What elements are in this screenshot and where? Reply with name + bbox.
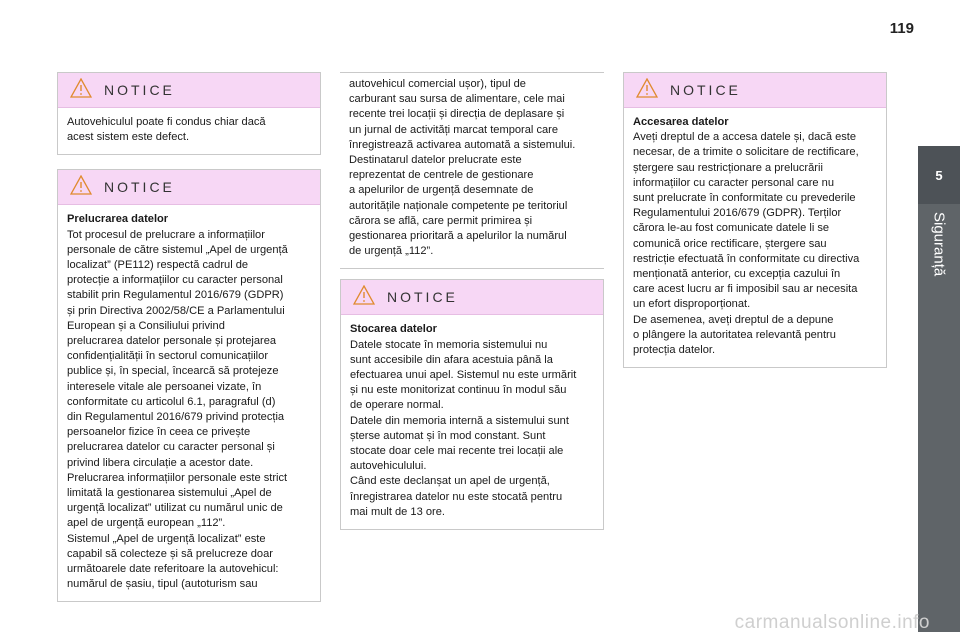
continuation-text: autovehicul comercial ușor), tipul de carburant sau sursa de alimentare, cele mai recente trei locații și direcția de deplasare și un jurnal de activități marcat temporal care înregistrează activarea automată a sistemului. Destinatarul datelor prelucrate este reprezentat de centrele de gestionare a apelurilor de urgență desemnate de autoritățile naționale competente pe teritoriul cărora se află, care permit primirea și gestionarea prioritară a apelurilor la numărul de urgență „112”. bbox=[349, 78, 576, 258]
notice-body bbox=[341, 315, 603, 529]
column-3 bbox=[623, 72, 887, 382]
notice-title: NOTICE bbox=[387, 289, 458, 306]
notice-subtitle: Prelucrarea datelor bbox=[67, 213, 169, 226]
notice-text: Autovehiculul poate fi condus chiar dacă acest sistem este defect. bbox=[67, 116, 266, 144]
notice-body bbox=[58, 205, 320, 601]
notice-text: Aveți dreptul de a accesa datele și, dacă este necesar, de a trimite o solicitare de rectificare, ștergere sau restricționare a prelucrării informațiilor cu caracter personal care nu sunt prelucrate în conformitate cu prevederile Regulamentului 2016/679 (GDPR). Terților cărora le-au fost comunicate datele li se comunică orice rectificare, ștergere sau restricție efectuată în conformitate cu directiva menționată anterior, cu excepția cazului în care acest lucru ar fi imposibil sau ar necesita un efort disproporționat. De asemenea, aveți dreptul de a depune o plângere la autoritatea relevantă pentru protecția datelor. bbox=[633, 131, 860, 357]
notice-box bbox=[57, 72, 321, 155]
warning-triangle-icon bbox=[70, 78, 92, 103]
chapter-side-tab[interactable] bbox=[918, 146, 960, 632]
notice-title: NOTICE bbox=[670, 82, 741, 98]
notice-header bbox=[58, 170, 320, 205]
notice-body bbox=[624, 108, 886, 367]
notice-title: NOTICE bbox=[104, 179, 175, 196]
warning-triangle-icon bbox=[353, 285, 375, 310]
column-1 bbox=[57, 72, 321, 616]
notice-header bbox=[58, 73, 320, 108]
notice-box bbox=[57, 169, 321, 602]
chapter-number: 5 bbox=[918, 146, 960, 204]
notice-title: NOTICE bbox=[104, 82, 175, 98]
notice-text: Datele stocate în memoria sistemului nu sunt accesibile din afara acestuia până la efectuarea unui apel. Sistemul nu este urmărit și nu este monitorizat continuu în modul său de operare normal. Datele din memoria internă a sistemului sunt șterse automat și în mod constant. Sunt stocate doar cele mai recente trei locații ale autovehiculului. Când este declanșat un apel de urgență, înregistrarea datelor nu este stocată pentru mai mult de 13 ore. bbox=[350, 338, 577, 518]
warning-triangle-icon bbox=[636, 78, 658, 103]
notice-subtitle: Accesarea datelor bbox=[633, 116, 729, 128]
chapter-title: Siguranță bbox=[930, 212, 948, 277]
continuation-box bbox=[340, 72, 604, 269]
notice-body bbox=[58, 108, 320, 154]
notice-text: Tot procesul de prelucrare a informațiilor personale de către sistemul „Apel de urgență localizat” (PE112) respectă cadrul de protecție a informațiilor cu caracter personal stabilit prin Regulamentul 2016/679 (GDPR) și prin Directiva 2002/58/CE a Parlamentului European și a Consiliului privind prelucrarea datelor personale și protejarea confidențialității în sectorul comunicațiilor publice și, în special, încearcă să protejeze interesele vitale ale persoanei vizate, în conformitate cu articolul 6.1, paragraful (d) din Regulamentul 2016/679 privind protecția persoanelor fizice în ceea ce privește prelucrarea datelor cu caracter personal și privind libera circulație a acestor date. Prelucrarea informațiilor personale este strict limitată la gestionarea sistemului „Apel de urgență localizat” utilizat cu numărul unic de apel de urgență european „112”. Sistemul „Apel de urgență localizat” este capabil să colecteze și să prelucreze doar următoarele date referitoare la autovehicul: numărul de șasiu, tipul (autoturism sau bbox=[67, 228, 288, 591]
notice-header bbox=[624, 73, 886, 108]
notice-header bbox=[341, 280, 603, 315]
notice-subtitle: Stocarea datelor bbox=[350, 323, 437, 336]
page-number: 119 bbox=[889, 20, 914, 37]
warning-triangle-icon bbox=[70, 175, 92, 200]
notice-box bbox=[623, 72, 887, 368]
column-2 bbox=[340, 72, 604, 544]
watermark-link[interactable]: carmanualsonline.info bbox=[734, 612, 930, 633]
notice-box bbox=[340, 279, 604, 530]
